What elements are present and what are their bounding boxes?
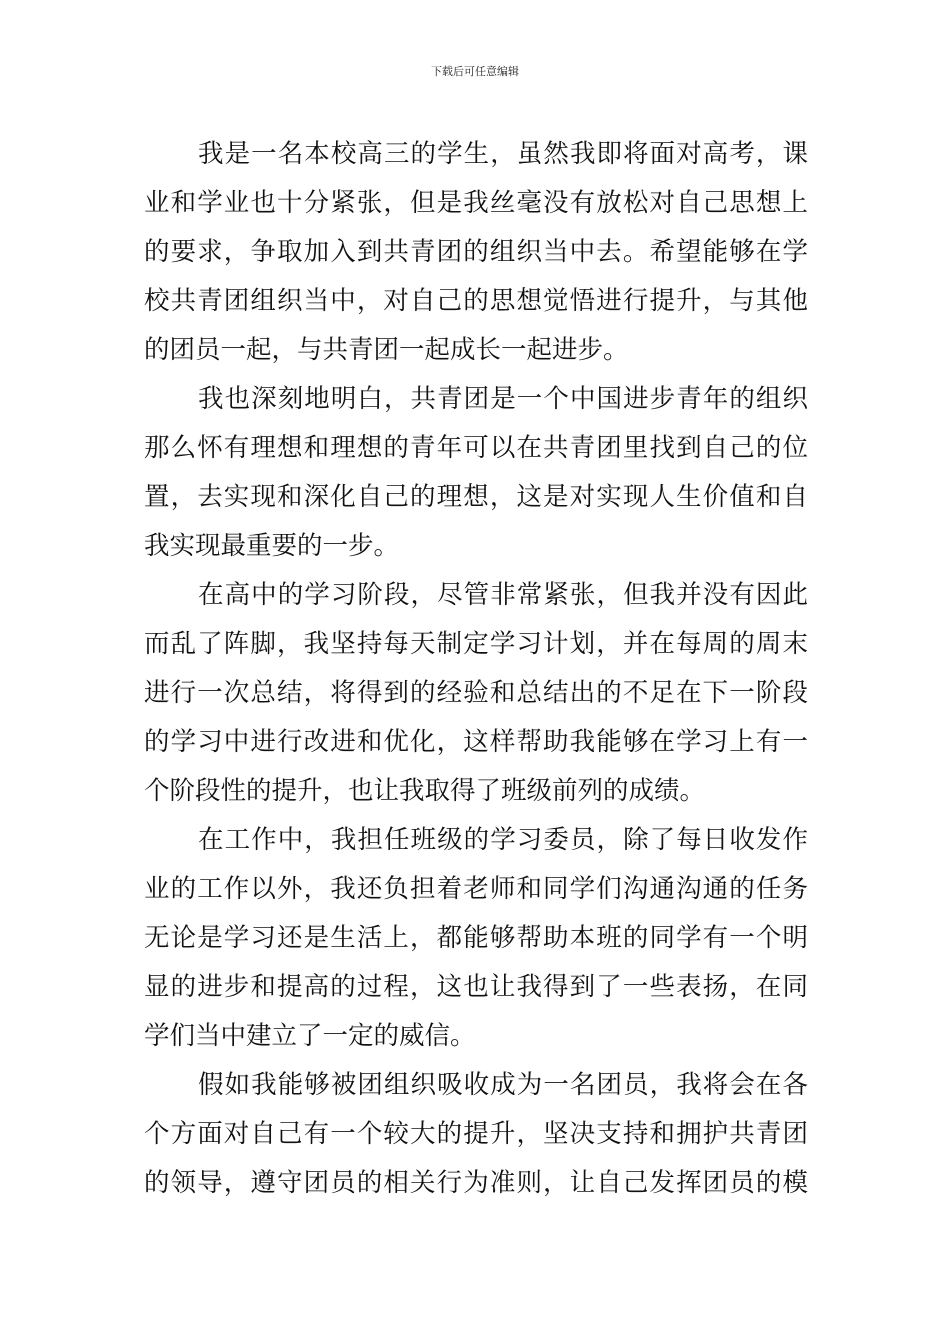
document-body bbox=[144, 130, 808, 1208]
text-line: 我是一名本校高三的学生，虽然我即将面对高考，课 bbox=[198, 139, 808, 169]
text-line: 我也深刻地明白，共青团是一个中国进步青年的组织 bbox=[198, 384, 808, 414]
text-line: 的团员一起，与共青团一起成长一起进步。 bbox=[144, 335, 629, 365]
text-line: 业的工作以外，我还负担着老师和同学们沟通沟通的任务 bbox=[144, 874, 808, 904]
paragraph-4 bbox=[144, 816, 808, 1061]
text-line: 我实现最重要的一步。 bbox=[144, 531, 400, 561]
text-line: 个阶段性的提升，也让我取得了班级前列的成绩。 bbox=[144, 776, 706, 806]
text-line: 假如我能够被团组织吸收成为一名团员，我将会在各 bbox=[198, 1070, 808, 1100]
paragraph-1 bbox=[144, 130, 808, 375]
text-line: 的要求，争取加入到共青团的组织当中去。希望能够在学 bbox=[144, 237, 808, 267]
text-line: 业和学业也十分紧张，但是我丝毫没有放松对自己思想上 bbox=[144, 188, 808, 218]
paragraph-3 bbox=[144, 571, 808, 816]
text-line: 的学习中进行改进和优化，这样帮助我能够在学习上有一 bbox=[144, 727, 808, 757]
text-line: 显的进步和提高的过程，这也让我得到了一些表扬，在同 bbox=[144, 972, 808, 1002]
paragraph-2 bbox=[144, 375, 808, 571]
text-line: 学们当中建立了一定的威信。 bbox=[144, 1021, 476, 1051]
text-line: 那么怀有理想和理想的青年可以在共青团里找到自己的位 bbox=[144, 433, 808, 463]
text-line: 校共青团组织当中，对自己的思想觉悟进行提升，与其他 bbox=[144, 286, 808, 316]
text-line: 在高中的学习阶段，尽管非常紧张，但我并没有因此 bbox=[198, 580, 808, 610]
text-line: 个方面对自己有一个较大的提升，坚决支持和拥护共青团 bbox=[144, 1119, 808, 1149]
paragraph-5 bbox=[144, 1061, 808, 1208]
text-line: 而乱了阵脚，我坚持每天制定学习计划，并在每周的周末 bbox=[144, 629, 808, 659]
text-line: 进行一次总结，将得到的经验和总结出的不足在下一阶段 bbox=[144, 678, 808, 708]
text-line: 的领导，遵守团员的相关行为准则，让自己发挥团员的模 bbox=[144, 1168, 808, 1198]
text-line: 无论是学习还是生活上，都能够帮助本班的同学有一个明 bbox=[144, 923, 808, 953]
header-note: 下载后可任意编辑 bbox=[431, 65, 519, 78]
text-line: 置，去实现和深化自己的理想，这是对实现人生价值和自 bbox=[144, 482, 808, 512]
text-line: 在工作中，我担任班级的学习委员，除了每日收发作 bbox=[198, 825, 808, 855]
